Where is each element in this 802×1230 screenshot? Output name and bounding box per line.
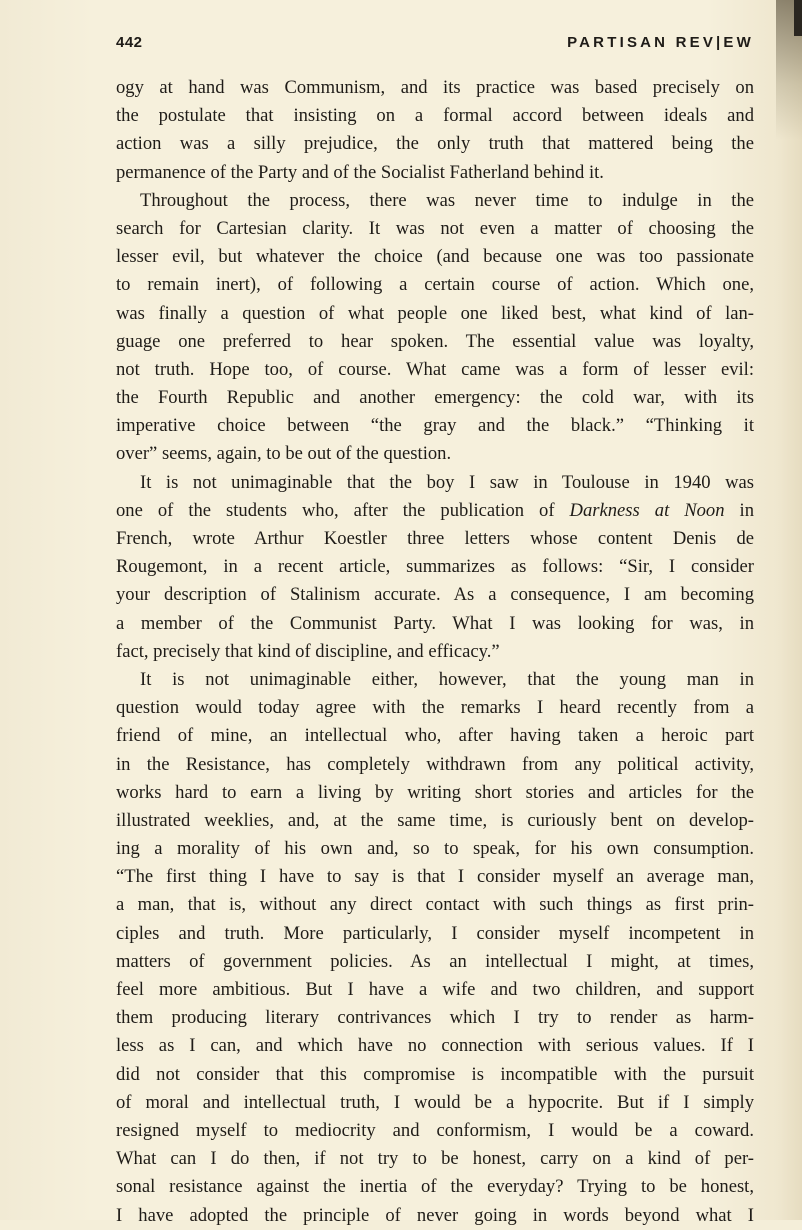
text-line: ogy at hand was Communism, and its practice was based precisely on bbox=[116, 77, 754, 98]
text-line: French, wrote Arthur Koestler three letters whose content Denis de bbox=[116, 528, 754, 549]
text-line: It is not unimaginable that the boy I saw in Toulouse in 1940 was bbox=[140, 471, 754, 493]
page-edge-dark bbox=[794, 0, 802, 36]
text-line: did not consider that this compromise is incompatible with the pursuit bbox=[116, 1063, 754, 1085]
text-line: What can I do then, if not try to be honest, carry on a kind of per- bbox=[116, 1148, 754, 1170]
text-line: one of the students who, after the publication of Darkness at Noon in bbox=[116, 499, 754, 521]
text-line: them producing literary contrivances which I try to render as harm- bbox=[116, 1007, 754, 1029]
text-line: ing a morality of his own and, so to speak, for his own consumption. bbox=[116, 838, 754, 860]
text-line: imperative choice between “the gray and the black.” “Thinking it bbox=[116, 415, 754, 437]
italic-title: Darkness at Noon bbox=[569, 499, 725, 521]
text-line: a man, that is, without any direct contact with such things as first prin- bbox=[116, 894, 754, 916]
text-line: illustrated weeklies, and, at the same time, is curiously bent on develop- bbox=[116, 809, 754, 831]
text-line: lesser evil, but whatever the choice (and because one was too passionate bbox=[116, 246, 754, 268]
text-line: works hard to earn a living by writing short stories and articles for the bbox=[116, 781, 754, 803]
text-line: question would today agree with the remarks I heard recently from a bbox=[116, 697, 754, 719]
text-line: of moral and intellectual truth, I would be a hypocrite. But if I simply bbox=[116, 1091, 754, 1113]
text-line: over” seems, again, to be out of the question. bbox=[116, 443, 452, 465]
text-line: sonal resistance against the inertia of the everyday? Trying to be honest, bbox=[116, 1176, 754, 1198]
text-line: a member of the Communist Party. What I was looking for was, in bbox=[116, 612, 754, 634]
text-line: the postulate that insisting on a formal accord between ideals and bbox=[116, 105, 754, 127]
text-line: friend of mine, an intellectual who, after having taken a heroic part bbox=[116, 725, 754, 747]
text-line: search for Cartesian clarity. It was not even a matter of choosing the bbox=[116, 217, 754, 239]
text-line: Throughout the process, there was never time to indulge in the bbox=[140, 189, 754, 211]
text-line: not truth. Hope too, of course. What came was a form of lesser evil: bbox=[116, 358, 754, 380]
text-line: in the Resistance, has completely withdrawn from any political activity, bbox=[116, 753, 754, 775]
text-line: to remain inert), of following a certain course of action. Which one, bbox=[116, 274, 754, 296]
text-line: It is not unimaginable either, however, that the young man in bbox=[140, 668, 754, 690]
page-header bbox=[116, 34, 754, 58]
text-line: the Fourth Republic and another emergency: the cold war, with its bbox=[116, 387, 754, 409]
text-line: permanence of the Party and of the Socialist Fatherland behind it. bbox=[116, 161, 604, 183]
text-line: fact, precisely that kind of discipline, and efficacy.” bbox=[116, 640, 500, 662]
text-line: resigned myself to mediocrity and conformism, I would be a coward. bbox=[116, 1119, 754, 1141]
text-line: feel more ambitious. But I have a wife and two children, and support bbox=[116, 979, 754, 1000]
text-line: I have adopted the principle of never going in words beyond what I bbox=[116, 1204, 754, 1226]
text-line: your description of Stalinism accurate. As a consequence, I am becoming bbox=[116, 584, 754, 606]
text-line: “The first thing I have to say is that I consider myself an average man, bbox=[116, 866, 754, 888]
page-number: 442 bbox=[116, 34, 143, 51]
body-text bbox=[116, 74, 754, 1230]
text-line: matters of government policies. As an intellectual I might, at times, bbox=[116, 950, 754, 972]
text-line: action was a silly prejudice, the only truth that mattered being the bbox=[116, 133, 754, 155]
text-line: ciples and truth. More particularly, I consider myself incompetent in bbox=[116, 922, 754, 944]
text-line: less as I can, and which have no connection with serious values. If I bbox=[116, 1035, 754, 1057]
text-line: was finally a question of what people one liked best, what kind of lan- bbox=[116, 302, 754, 324]
text-line: Rougemont, in a recent article, summarizes as follows: “Sir, I consider bbox=[116, 556, 754, 578]
running-head: PARTISAN REV|EW bbox=[567, 34, 754, 51]
text-line: guage one preferred to hear spoken. The essential value was loyalty, bbox=[116, 330, 754, 352]
